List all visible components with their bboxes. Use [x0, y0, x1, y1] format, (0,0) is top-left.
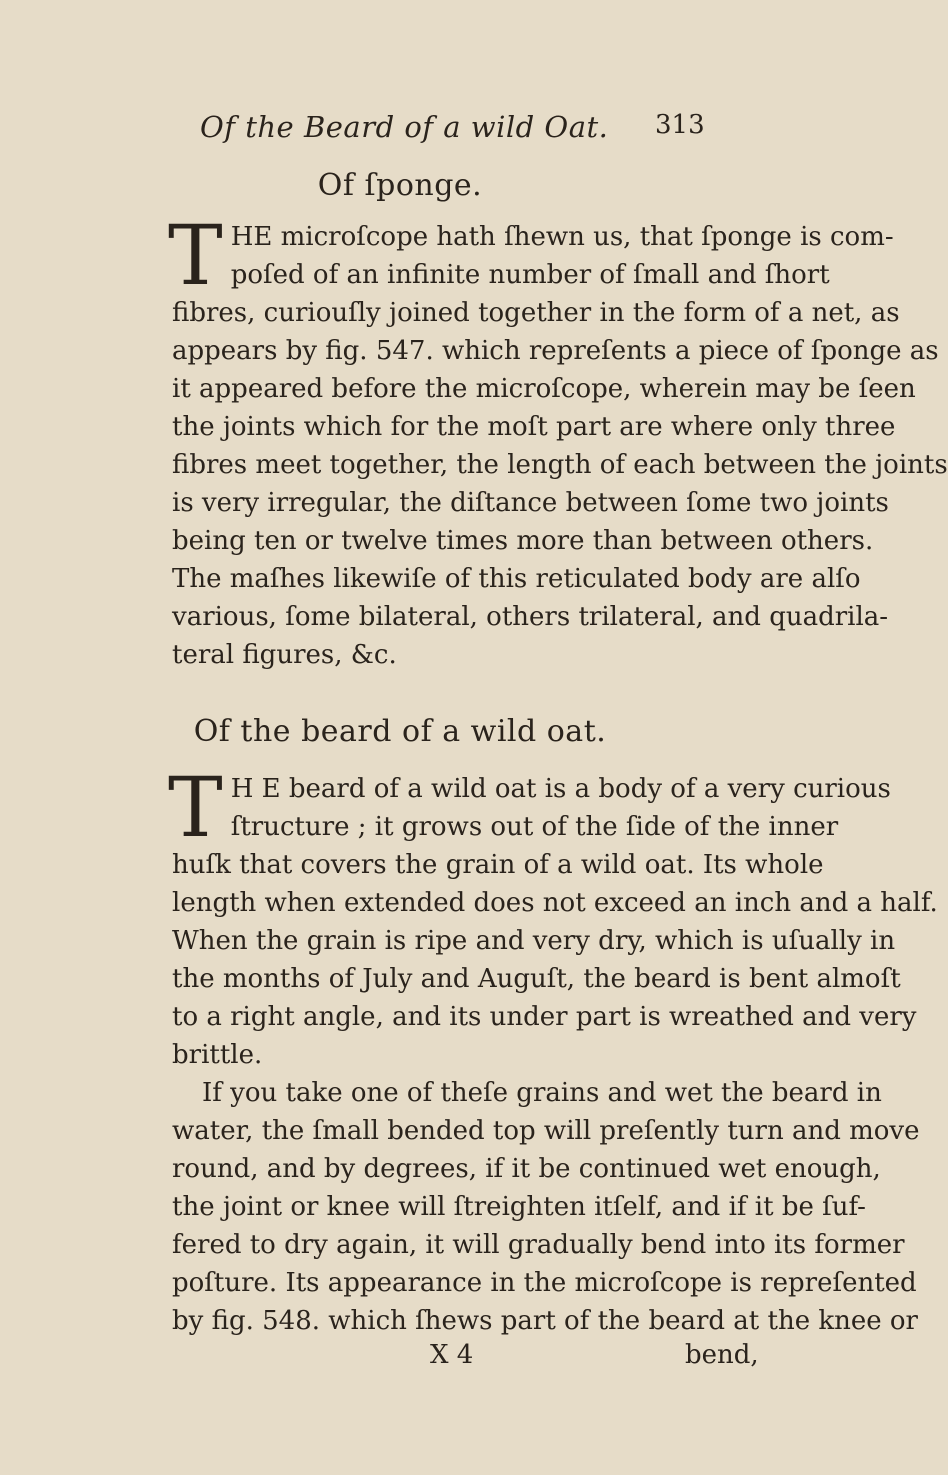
drop-cap: T	[168, 761, 223, 856]
catchword: bend,	[685, 1340, 759, 1370]
running-head-title: Of the Beard of a wild Oat.	[200, 110, 609, 144]
text-line: water, the ſmall bended top will preſently turn and move	[172, 1116, 920, 1146]
text-line: poſed of an infinite number of ſmall and ſhort	[230, 260, 830, 290]
page-footer	[0, 1340, 800, 1380]
signature-mark: X 4	[430, 1340, 474, 1370]
text-line: to a right angle, and its under part is wreathed and very	[172, 1002, 917, 1032]
text-line: length when extended does not exceed an inch and a half.	[172, 888, 938, 918]
section-title-sponge: Of ſponge.	[317, 168, 483, 203]
text-line: various, ſome bilateral, others trilateral, and quadrila-	[172, 602, 889, 632]
text-line: brittle.	[172, 1040, 263, 1070]
text-line: round, and by degrees, if it be continued wet enough,	[172, 1154, 881, 1184]
text-line: The maſhes likewiſe of this reticulated body are alſo	[172, 564, 861, 594]
page-number: 313	[655, 110, 705, 140]
section-title-wild-oat: Of the beard of a wild oat.	[193, 714, 607, 749]
text-line: poſture. Its appearance in the microſcope is repreſented	[172, 1268, 917, 1298]
text-line: fibres meet together, the length of each between the joints	[172, 450, 948, 480]
paragraph-sponge	[168, 209, 894, 304]
text-line: the months of July and Auguſt, the beard is bent almoſt	[172, 964, 901, 994]
text-line: HE microſcope hath ſhewn us, that ſponge is com-	[230, 222, 894, 252]
text-line: by fig. 548. which ſhews part of the beard at the knee or	[172, 1306, 918, 1336]
text-line: is very irregular, the diſtance between ſome two joints	[172, 488, 889, 518]
paragraph-wild-oat-cont	[172, 846, 938, 1074]
text-line: H E beard of a wild oat is a body of a very curious	[230, 774, 891, 804]
paragraph-wild-oat-3	[172, 1188, 918, 1340]
text-line: being ten or twelve times more than between others.	[172, 526, 874, 556]
text-line: teral figures, &c.	[172, 640, 397, 670]
text-line: ſtructure ; it grows out of the ſide of the inner	[230, 812, 839, 842]
text-line: When the grain is ripe and very dry, which is uſually in	[172, 926, 896, 956]
text-line: it appeared before the microſcope, wherein may be ſeen	[172, 374, 916, 404]
text-line: fered to dry again, it will gradually bend into its former	[172, 1230, 905, 1260]
paragraph-sponge-cont	[172, 294, 948, 674]
text-line: If you take one of theſe grains and wet the beard in	[202, 1078, 882, 1108]
drop-cap: T	[168, 209, 223, 304]
paragraph-wild-oat-2	[172, 1074, 920, 1188]
paragraph-wild-oat	[168, 761, 891, 856]
text-line: appears by fig. 547. which repreſents a piece of ſponge as	[172, 336, 939, 366]
text-line: huſk that covers the grain of a wild oat. Its whole	[172, 850, 824, 880]
text-line: fibres, curiouſly joined together in the form of a net, as	[172, 298, 900, 328]
text-line: the joints which for the moſt part are where only three	[172, 412, 896, 442]
text-line: the joint or knee will ſtreighten itſelf, and if it be ſuf-	[172, 1192, 866, 1222]
